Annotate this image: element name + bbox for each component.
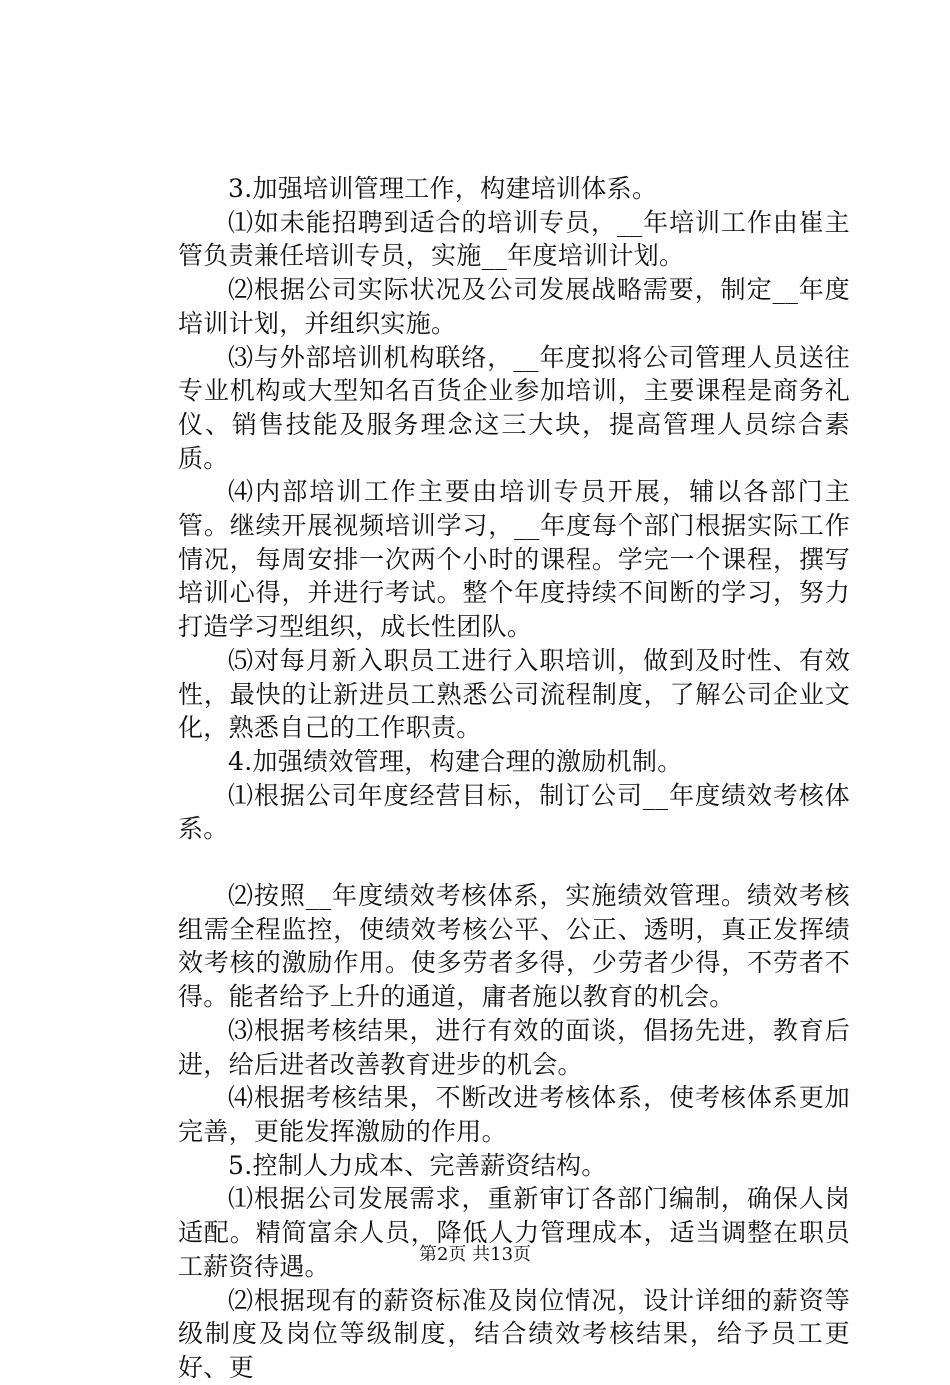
- section-heading-training: 3.加强培训管理工作，构建培训体系。: [228, 174, 658, 203]
- paragraph: ⑸对每月新入职员工进行入职培训，做到及时性、有效性，最快的让新进员工熟悉公司流程制度，了解公司企业文化，熟悉自己的工作职责。: [178, 645, 850, 743]
- paragraph: ⑵根据公司实际状况及公司发展战略需要，制定__年度培训计划，并组织实施。: [178, 275, 850, 338]
- paragraph: ⑴如未能招聘到适合的培训专员，__年培训工作由崔主管负责兼任培训专员，实施__年度培训计划。: [178, 207, 850, 271]
- page-footer: 第2页 共13页: [418, 1244, 532, 1265]
- document-body: [178, 172, 850, 1385]
- section-heading-cost: 5.控制人力成本、完善薪资结构。: [228, 1150, 607, 1180]
- section-heading-performance: 4.加强绩效管理，构建合理的激励机制。: [228, 746, 683, 776]
- paragraph: ⑴根据公司发展需求，重新审订各部门编制，确保人岗适配。精简富余人员，降低人力管理成本，适当调整在职员工薪资待遇。: [178, 1184, 850, 1281]
- paragraph: ⑵根据现有的薪资标准及岗位情况，设计详细的薪资等级制度及岗位等级制度，结合绩效考核结果，给予员工更好、更: [178, 1285, 850, 1382]
- paragraph: ⑶与外部培训机构联络，__年度拟将公司管理人员送往专业机构或大型知名百货企业参加培训，主要课程是商务礼仪、销售技能及服务理念这三大块，提高管理人员综合素质。: [178, 342, 850, 473]
- blank-line: [178, 846, 850, 879]
- paragraph: ⑷根据考核结果，不断改进考核体系，使考核体系更加完善，更能发挥激励的作用。: [178, 1083, 850, 1146]
- paragraph: ⑶根据考核结果，进行有效的面谈，倡扬先进，教育后进，给后进者改善教育进步的机会。: [178, 1015, 850, 1079]
- paragraph: ⑷内部培训工作主要由培训专员开展，辅以各部门主管。继续开展视频培训学习，__年度每个部门根据实际工作情况，每周安排一次两个小时的课程。学完一个课程，撰写培训心得，并进行考试。整个年度持续不间断的学习，努力打造学习型组织，成长性团队。: [178, 477, 850, 642]
- paragraph: ⑴根据公司年度经营目标，制订公司__年度绩效考核体系。: [178, 780, 850, 844]
- paragraph: ⑵按照__年度绩效考核体系，实施绩效管理。绩效考核组需全程监控，使绩效考核公平、公正、透明，真正发挥绩效考核的激励作用。使多劳者多得，少劳者少得，不劳者不得。能者给予上升的通道，庸者施以教育的机会。: [178, 881, 850, 1012]
